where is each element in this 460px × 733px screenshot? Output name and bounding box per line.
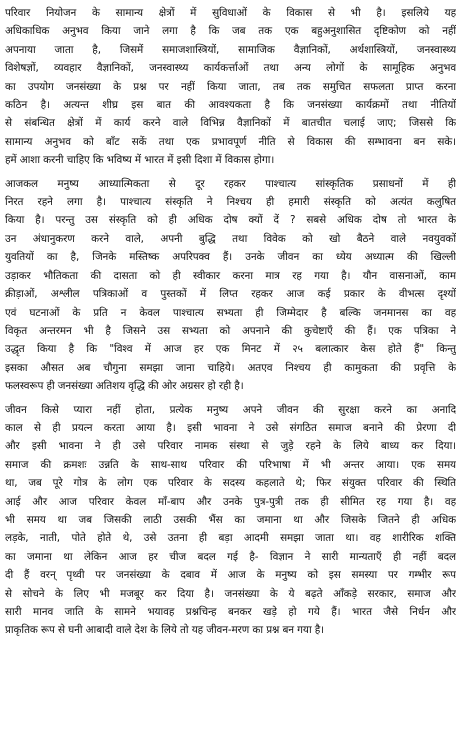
text-line: प्राकृतिक रूप से घनी आबादी वाले देश के लिये तो यह जीवन-मरण का प्रश्न बन गया है। (5, 624, 324, 637)
text-line: जीवन किसे प्यारा नहीं होता, प्रत्येक मनुष्य अपने जीवन की सुरक्षा करने का अनादि (5, 403, 456, 416)
text-line: परिवार नियोजन के सामान्य क्षेत्रों में सुविधाओं के विकास से भी है। इसलिये यह (5, 7, 456, 19)
text-line: सारी मानव जाति के सामने भयावह प्रश्नचिन्ह बनकर खड़े हो गये हैं। भारत जैसे निर्धन और (5, 606, 456, 618)
text-line: क्रीड़ाओं, अश्लील पत्रिकाओं व पुस्तकों में लिप्त रहकर आज कई प्रकार के वीभत्स दृश्यों (5, 288, 456, 301)
text-line: का जमाना था लेकिन आज हर चीज बदल गई है- विज्ञान ने सारी मान्यताएँ ही नहीं बदल (5, 550, 456, 563)
text-line: हमें आशा करनी चाहिए कि भविष्य में भारत में इसी दिशा में विकास होगा। (5, 154, 275, 167)
text-line: युवतियों का है, जिनके मस्तिष्क अपरिपक्व हैं। उनके जीवन का ध्येय अध्यात्म की खिल्ली (5, 251, 456, 264)
text-line: उद्धृत किया है कि "विश्व में आज हर एक मिनट में २५ बलात्कार केस होते हैं" किन्तु (5, 343, 456, 356)
text-line: से सोचने के लिए भी मजबूर कर दिया है। जनसंख्या के ये बढ़ते आँकड़े सरकार, समाज और (5, 587, 456, 600)
text-line: लड़के, नाती, पोते होते थे, उसे उतना ही बड़ा आदमी समझा जाता था। वह शारीरिक शक्ति (5, 532, 456, 545)
text-line: उन अंधानुकरण करने वाले, अपनी बुद्धि तथा विवेक को खो बैठने वाले नवयुवकों (5, 232, 456, 245)
paragraph-western-culture (5, 175, 456, 396)
text-line: आजकल मनुष्य आध्यात्मिकता से दूर रहकर पाश्चात्य सांस्कृतिक प्रसाधनों में ही (5, 177, 456, 190)
text-line: विशेषज्ञों, व्यवहार वैज्ञानिकों, जनस्वास्थ्य कार्यकर्त्ताओं तथा अन्य लोगों के सामूहिक अनुभव (5, 62, 456, 75)
text-line: आई और आज परिवार केवल माँ-बाप और उनके पुत्र-पुत्री तक ही सीमित रह गया है। वह (5, 495, 456, 508)
text-line: से संबन्धित क्षेत्रों में कार्य करने वाले विभिन्न वैज्ञानिकों में बातचीत चलाई जाए; जिससे कि (5, 117, 456, 130)
text-line: विकृत अन्तरमन भी है जिसने उस सभ्यता को अपनाने की कुचेष्टाएँ की हैं। एक पत्रिका ने (5, 324, 456, 337)
text-line: अपनाया जाता है, जिसमें समाजशास्त्रियों, सामाजिक वैज्ञानिकों, अर्थशास्त्रियों, जनस्वास्थ्य (5, 43, 456, 56)
text-line: अधिकाधिक अनुभव किया जाने लगा है कि जब तक एक बहुअनुशासित दृष्टिकोण को नहीं (5, 25, 456, 38)
text-line: किया है। परन्तु उस संस्कृति को ही अधिक दोष क्यों दें ? सबसे अधिक दोष तो भारत के (5, 214, 456, 227)
paragraph-life-and-family (5, 401, 456, 640)
text-line: भी समय था जब जिसकी लाठी उसकी भैंस का जमाना था और जिसके जितने ही अधिक (5, 513, 456, 526)
text-line: एवं घटनाओं के प्रति न केवल पाश्चात्य सभ्यता ही जिम्मेदार है बल्कि जनमानस का वह (5, 306, 456, 319)
text-line: का उपयोग जनसंख्या के प्रश्न पर नहीं किया जाता, तब तक समुचित सफलता प्राप्त करना (5, 80, 456, 93)
text-line: दी हैं वरन् पृथ्वी पर जनसंख्या के दबाव में आज के मनुष्य को इस समस्या पर गम्भीर रूप (5, 569, 456, 582)
text-line: समाज की क्रमशः उन्नति के साथ-साथ परिवार की परिभाषा में भी अन्तर आया। एक समय (5, 458, 456, 471)
text-line: काल से ही प्रयत्न करता आया है। इसी भावना ने उसे संगठित समाज बनाने की प्रेरणा दी (5, 421, 456, 434)
text-line: फलस्वरूप ही जनसंख्या अतिशय वृद्धि की ओर अग्रसर हो रही है। (5, 380, 244, 393)
text-line: कठिन है। अत्यन्त शीघ्र इस बात की आवश्यकता है कि जनसंख्या कार्यक्रमों तथा नीतियों (5, 99, 456, 112)
text-line: और इसी भावना ने ही उसे परिवार नामक संस्था से जुड़े रहने के लिये बाध्य कर दिया। (5, 440, 456, 453)
text-line: निरत रहने लगा है। पाश्चात्य संस्कृति ने निश्चय ही हमारी संस्कृति को अत्यंत कलुषित (5, 196, 456, 209)
text-line: इसका औसत अब चौगुना समझा जाना चाहिये। अतएव निश्चय ही कामुकता की प्रवृत्ति के (5, 361, 456, 374)
text-line: उड़ाकर भौतिकता की दासता को ही स्वीकार करना मात्र रह गया है। यौन वासनाओं, काम (5, 269, 456, 282)
paragraph-family-planning (5, 4, 456, 170)
text-line: था, जब पूरे गोत्र के लोग एक परिवार के सदस्य कहलाते थे; फिर संयुक्त परिवार की स्थिति (5, 477, 456, 490)
text-line: सामान्य अनुभव को बाँट सकें तथा एक प्रभावपूर्ण नीति से विकास की सम्भावना बन सके। (5, 135, 456, 148)
